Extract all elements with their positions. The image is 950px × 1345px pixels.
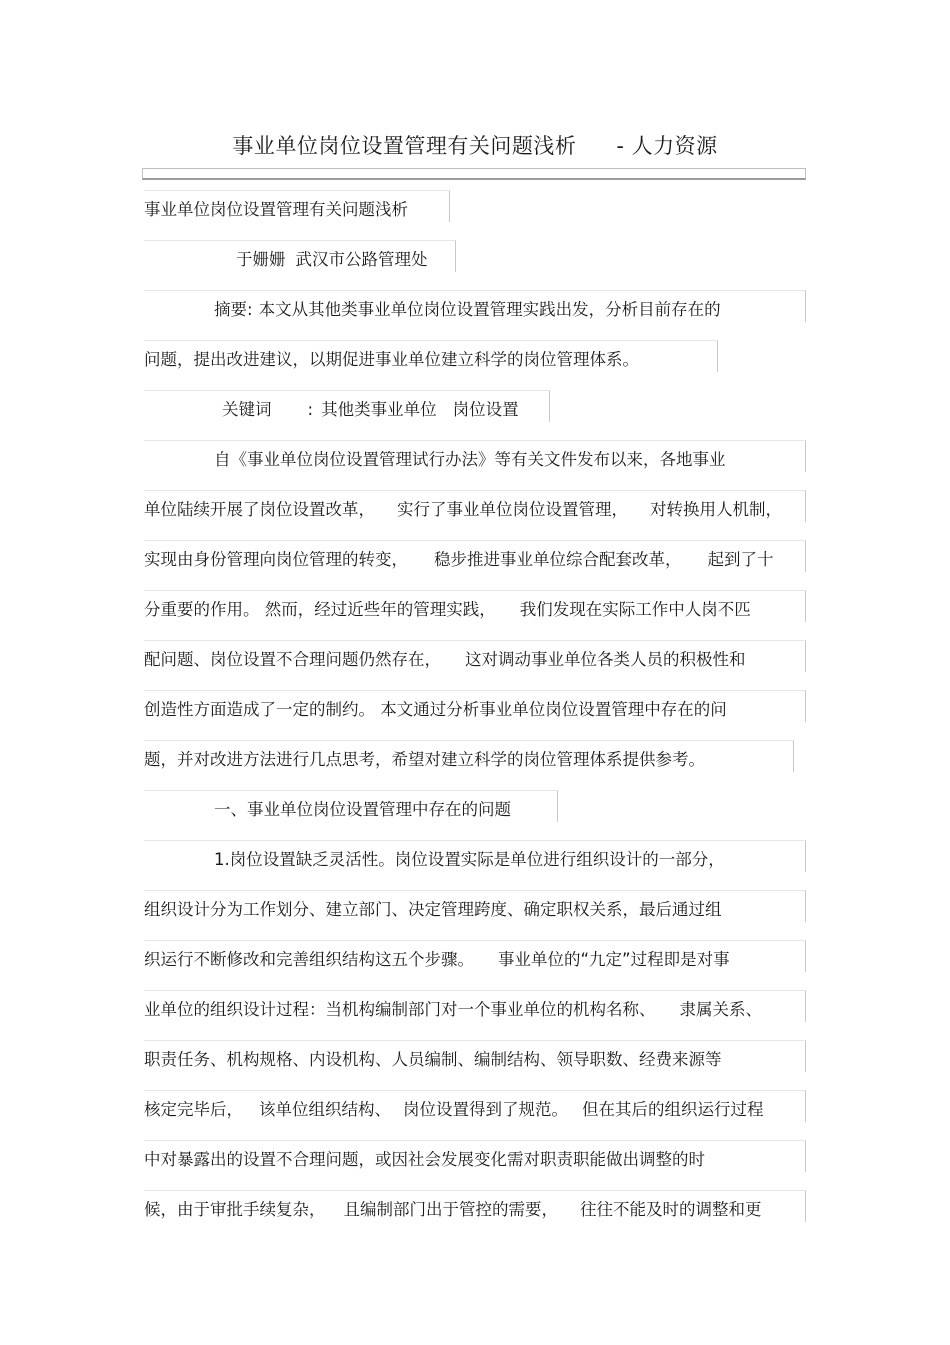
body-line: 组织设计分为工作划分、建立部门、决定管理跨度、确定职权关系，最后通过组 (144, 900, 722, 919)
body-line: 职责任务、机构规格、内设机构、人员编制、编制结构、领导职数、经费来源等 (144, 1050, 722, 1069)
body-line: 题，并对改进方法进行几点思考，希望对建立科学的岗位管理体系提供参考。 (144, 750, 705, 769)
body-line: 实现由身份管理向岗位管理的转变， 稳步推进事业单位综合配套改革， 起到了十 (144, 550, 774, 569)
author-name: 于姗姗 (236, 250, 286, 269)
page-title-suffix: - 人力资源 (616, 134, 718, 158)
keyword: 其他类事业单位 (321, 400, 437, 419)
body-line: 1.岗位设置缺乏灵活性。岗位设置实际是单位进行组织设计的一部分， (214, 850, 725, 869)
body-line: 配问题、岗位设置不合理问题仍然存在， 这对调动事业单位各类人员的积极性和 (144, 650, 746, 669)
body-line: 业单位的组织设计过程：当机构编制部门对一个事业单位的机构名称、 隶属关系、 (144, 1000, 762, 1019)
article-title: 事业单位岗位设置管理有关问题浅析 (144, 200, 408, 219)
body-line: 自《事业单位岗位设置管理试行办法》等有关文件发布以来，各地事业 (214, 450, 726, 469)
keywords-line: 关键词 : 其他类事业单位 岗位设置 (222, 400, 519, 419)
body-line: 创造性方面造成了一定的制约。 本文通过分析事业单位岗位设置管理中存在的问 (144, 700, 727, 719)
section-heading: 一、事业单位岗位设置管理中存在的问题 (214, 800, 511, 819)
body-line: 核定完毕后， 该单位组织结构、 岗位设置得到了规范。 但在其后的组织运行过程 (144, 1100, 764, 1119)
keyword: 岗位设置 (452, 400, 519, 419)
abstract-line: 问题，提出改进建议，以期促进事业单位建立科学的岗位管理体系。 (144, 350, 639, 369)
author-line (236, 248, 428, 272)
keywords-label: 关键词 (222, 400, 272, 419)
body-line: 织运行不断修改和完善组织结构这五个步骤。 事业单位的“九定”过程即是对事 (144, 950, 730, 969)
abstract-label: 摘要: (214, 300, 253, 319)
page-title-main: 事业单位岗位设置管理有关问题浅析 (232, 134, 577, 158)
title-rule (142, 168, 806, 180)
author-affiliation: 武汉市公路管理处 (295, 250, 428, 269)
page-title (0, 130, 950, 160)
body-line: 分重要的作用。 然而，经过近些年的管理实践， 我们发现在实际工作中人岗不匹 (144, 600, 751, 619)
body-line: 中对暴露出的设置不合理问题，或因社会发展变化需对职责职能做出调整的时 (144, 1150, 705, 1169)
body-line: 候，由于审批手续复杂， 且编制部门出于管控的需要， 往往不能及时的调整和更 (144, 1200, 762, 1219)
abstract-line: 摘要: 本文从其他类事业单位岗位设置管理实践出发，分析目前存在的 (214, 300, 721, 319)
body-line: 单位陆续开展了岗位设置改革， 实行了事业单位岗位设置管理， 对转换用人机制， (144, 500, 782, 519)
